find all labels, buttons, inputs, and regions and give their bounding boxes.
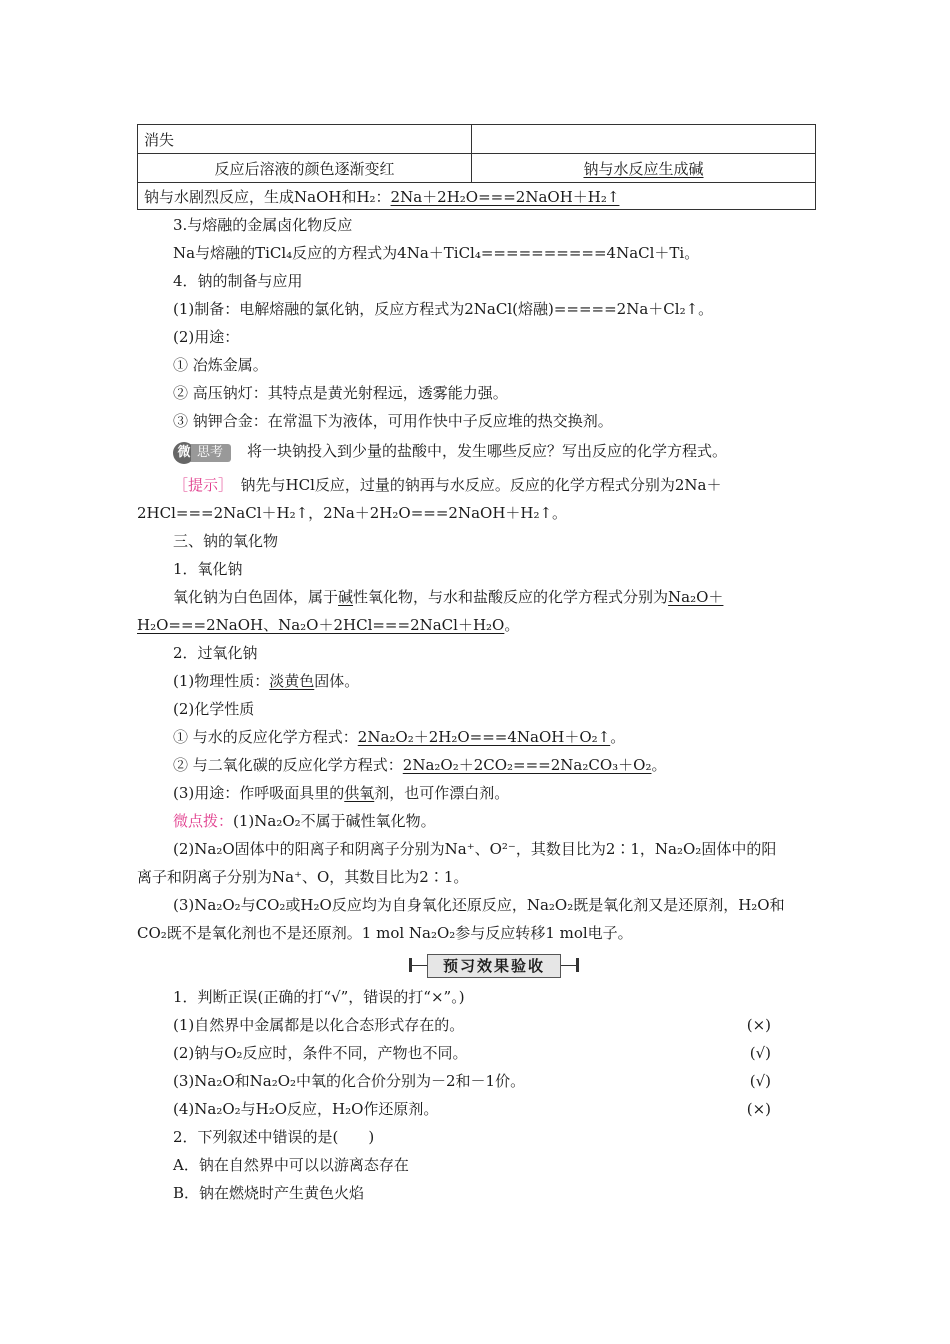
experiment-table: [137, 124, 816, 210]
hint-label: ［提示］: [173, 476, 226, 494]
quiz-text: (1)自然界中金属都是以化合态形式存在的。: [173, 1016, 465, 1034]
equation: 2Na₂O₂＋2CO₂===2Na₂CO₃＋O₂: [402, 756, 652, 774]
think-badge-icon: 微 思考: [173, 441, 231, 464]
text: 氧化钠为白色固体，属于: [173, 588, 339, 606]
tip-paragraph: [173, 810, 436, 832]
equation: Na₂O＋: [668, 588, 724, 606]
text: 固体。: [314, 672, 360, 690]
section-heading: 三、钠的氧化物: [173, 532, 279, 550]
text: (1)物理性质：: [173, 672, 270, 690]
text: 剂，也可作漂白剂。: [374, 784, 510, 802]
table-cell: 反应后溶液的颜色逐渐变红: [138, 154, 472, 183]
section-heading: 2．过氧化钠: [173, 644, 258, 662]
text: ② 与二氧化碳的反应化学方程式：: [173, 756, 403, 774]
text: 性氧化物，与水和盐酸反应的化学方程式分别为: [353, 588, 669, 606]
list-item: ① 冶炼金属。: [173, 356, 268, 374]
choice-option: B．钠在燃烧时产生黄色火焰: [173, 1184, 365, 1202]
paragraph: [173, 670, 359, 692]
question-title: 2．下列叙述中错误的是( ): [173, 1128, 375, 1146]
banner-cap: [576, 958, 579, 972]
hint-paragraph: [173, 474, 722, 496]
list-item: ③ 钠钾合金：在常温下为液体，可用作快中子反应堆的热交换剂。: [173, 412, 613, 430]
hint-text: 钠先与HCl反应，过量的钠再与水反应。反应的化学方程式分别为2Na＋: [240, 476, 722, 494]
paragraph: (3)Na₂O₂与CO₂或H₂O反应均为自身氧化还原反应，Na₂O₂既是氧化剂又是还原剂，H₂O和: [173, 896, 785, 914]
text: 。: [504, 616, 520, 634]
text: 。: [651, 756, 667, 774]
paragraph: (2)Na₂O固体中的阳离子和阴离子分别为Na⁺、O²⁻，其数目比为2∶1，Na₂O₂固体中的阳: [173, 840, 777, 858]
section-heading: 3.与熔融的金属卤化物反应: [173, 216, 353, 234]
conclusion-text: 钠与水反应生成碱: [583, 159, 704, 178]
paragraph: [173, 586, 723, 608]
list-item: [173, 754, 667, 776]
tip-text: (1)Na₂O₂不属于碱性氧化物。: [233, 812, 436, 830]
equation: 2Na₂O₂＋2H₂O===4NaOH＋O₂↑: [357, 728, 611, 746]
text: ① 与水的反应化学方程式：: [173, 728, 358, 746]
hint-continuation: 2HCl===2NaCl＋H₂↑，2Na＋2H₂O===2NaOH＋H₂↑。: [137, 504, 568, 522]
text: 。: [610, 728, 626, 746]
paragraph: [173, 782, 509, 804]
answer-mark: (×): [746, 1016, 771, 1034]
paragraph: (2)化学性质: [173, 700, 255, 718]
conclusion-label: 钠与水剧烈反应，生成NaOH和H₂：: [144, 187, 391, 206]
quiz-text: (4)Na₂O₂与H₂O反应，H₂O作还原剂。: [173, 1100, 439, 1118]
paragraph-continuation: CO₂既不是氧化剂也不是还原剂。1 mol Na₂O₂参与反应转移1 mol电子。: [137, 924, 633, 942]
quiz-text: (2)钠与O₂反应时，条件不同，产物也不同。: [173, 1044, 468, 1062]
answer-mark: (√): [749, 1072, 771, 1090]
question-title: 1．判断正误(正确的打“√”，错误的打“×”。): [173, 988, 465, 1006]
choice-option: A．钠在自然界中可以以游离态存在: [173, 1156, 409, 1174]
table-cell: [472, 154, 816, 183]
equation: H₂O===2NaOH、Na₂O＋2HCl===2NaCl＋H₂O: [137, 616, 505, 634]
answer-mark: (×): [746, 1100, 771, 1118]
banner-cap: [409, 958, 412, 972]
paragraph: Na与熔融的TiCl₄反应的方程式为4Na＋TiCl₄==========4NaCl＋Ti。: [173, 244, 700, 262]
table-cell: 消失: [138, 125, 472, 154]
table-cell: [138, 183, 816, 210]
list-item: [173, 726, 625, 748]
text: (3)用途：作呼吸面具里的: [173, 784, 345, 802]
paragraph: (1)制备：电解熔融的氯化钠，反应方程式为2NaCl(熔融)=====2Na＋Cl₂↑。: [173, 300, 714, 318]
table-row: [138, 125, 816, 154]
blank-answer: 碱: [338, 588, 354, 606]
quiz-item: [173, 1070, 815, 1092]
section-banner: [409, 954, 579, 978]
think-question: [173, 440, 727, 464]
blank-answer: 淡黄色: [269, 672, 315, 690]
blank-answer: 供氧: [344, 784, 375, 802]
question-text: 将一块钠投入到少量的盐酸中，发生哪些反应？写出反应的化学方程式。: [247, 442, 728, 460]
page-content: [137, 124, 815, 1202]
quiz-item: [173, 1098, 815, 1120]
table-row: [138, 183, 816, 210]
paragraph-continuation: [137, 614, 519, 636]
equation: 2Na＋2H₂O===2NaOH＋H₂↑: [390, 187, 620, 206]
quiz-item: [173, 1042, 815, 1064]
quiz-text: (3)Na₂O和Na₂O₂中氧的化合价分别为－2和－1价。: [173, 1072, 526, 1090]
section-heading: 4．钠的制备与应用: [173, 272, 303, 290]
quiz-item: [173, 1014, 815, 1036]
list-item: ② 高压钠灯：其特点是黄光射程远，透雾能力强。: [173, 384, 508, 402]
paragraph-continuation: 离子和阴离子分别为Na⁺、O，其数目比为2∶1。: [137, 868, 469, 886]
banner-title: 预习效果验收: [427, 954, 561, 978]
table-cell: [472, 125, 816, 154]
table-row: [138, 154, 816, 183]
section-heading: 1．氧化钠: [173, 560, 243, 578]
tip-label: 微点拨：: [173, 812, 234, 830]
paragraph: (2)用途：: [173, 328, 240, 346]
answer-mark: (√): [749, 1044, 771, 1062]
